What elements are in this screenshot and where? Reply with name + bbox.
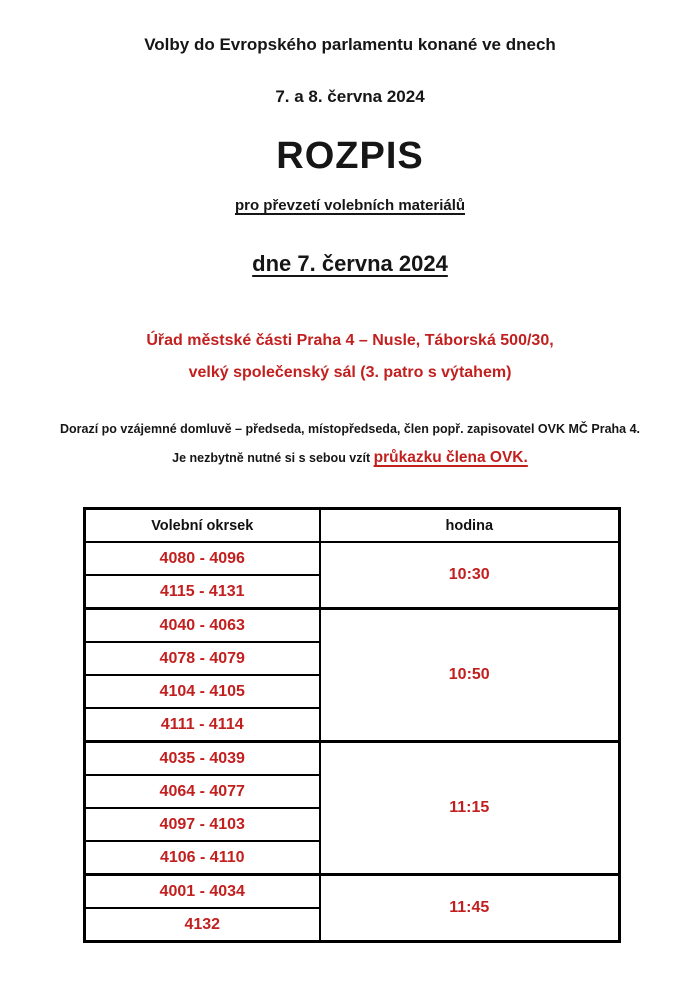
- district-range-cell: 4064 - 4077: [85, 775, 320, 808]
- time-cell: 11:15: [320, 742, 620, 875]
- district-range-cell: 4035 - 4039: [85, 742, 320, 776]
- district-range-cell: 4080 - 4096: [85, 542, 320, 575]
- subheading-text: pro převzetí volebních materiálů: [234, 197, 466, 214]
- date-heading: [0, 250, 700, 278]
- location-address-line: Úřad městské části Praha 4 – Nusle, Táborská 500/30,: [146, 332, 554, 349]
- district-range-cell: 4106 - 4110: [85, 841, 320, 875]
- requirement-note-prefix: Je nezbytně nutné si s sebou vzít: [172, 451, 374, 465]
- table-row: [85, 609, 620, 643]
- time-cell: 10:30: [320, 542, 620, 609]
- district-range-cell: 4104 - 4105: [85, 675, 320, 708]
- table-row: [85, 875, 620, 909]
- district-range-cell: 4132: [85, 908, 320, 942]
- arrival-note: Dorazí po vzájemné domluvě – předseda, místopředseda, člen popř. zapisovatel OVK MČ Praha 4.: [59, 422, 641, 436]
- district-range-cell: 4097 - 4103: [85, 808, 320, 841]
- location-room-line: velký společenský sál (3. patro s výtahem): [188, 364, 512, 381]
- time-cell: 10:50: [320, 609, 620, 742]
- document-title-line1: Volby do Evropského parlamentu konané ve dnech: [144, 35, 556, 54]
- column-header-district: Volební okrsek: [85, 509, 320, 543]
- table-header-row: [85, 509, 620, 543]
- district-range-cell: 4115 - 4131: [85, 575, 320, 609]
- time-cell: 11:45: [320, 875, 620, 942]
- requirement-note: [0, 448, 700, 468]
- table-row: [85, 742, 620, 776]
- document-title-line2: 7. a 8. června 2024: [275, 87, 425, 106]
- pickup-schedule-table: [83, 507, 621, 943]
- district-range-cell: 4078 - 4079: [85, 642, 320, 675]
- requirement-note-highlight: průkazku člena OVK.: [373, 449, 528, 466]
- district-range-cell: 4040 - 4063: [85, 609, 320, 643]
- table-row: [85, 542, 620, 575]
- main-heading: ROZPIS: [276, 135, 424, 177]
- district-range-cell: 4001 - 4034: [85, 875, 320, 909]
- date-heading-text: dne 7. června 2024: [252, 251, 448, 276]
- district-range-cell: 4111 - 4114: [85, 708, 320, 742]
- subheading: [0, 196, 700, 216]
- column-header-time: hodina: [320, 509, 620, 543]
